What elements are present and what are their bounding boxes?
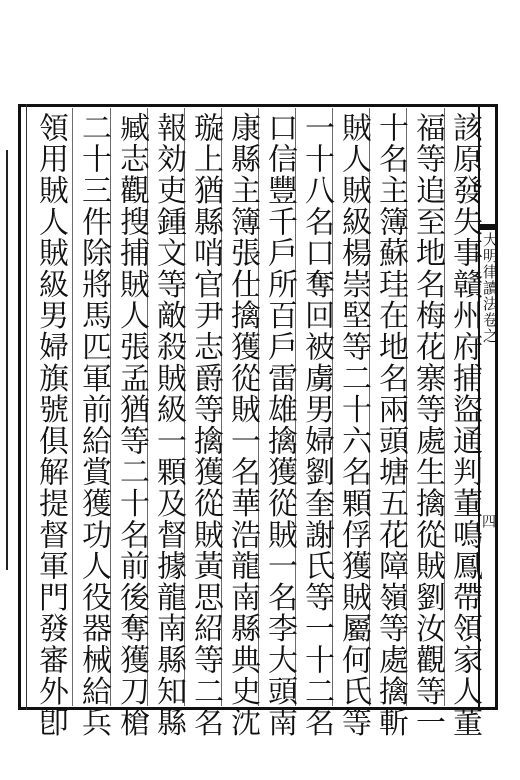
margin-page-number: 四 bbox=[480, 514, 496, 528]
text-column-7: 康縣主簿張仕擒獲從賊一名華浩龍南縣典史沈 bbox=[225, 112, 260, 738]
text-column-1: 該原發失事贛州府捕盜通判董鳴鳳帶領家人董 bbox=[447, 112, 482, 738]
text-column-8: 璇上猶縣哨官尹志爵等擒獲從賊黃思紹等二名 bbox=[188, 112, 223, 738]
text-column-2: 福等追至地名梅花寨等處生擒從賊劉汝觀等一 bbox=[410, 112, 445, 738]
margin-title: 大明律讀法卷之 bbox=[481, 232, 499, 344]
text-column-3: 十名主簿蘇珪在地名兩頭塘五花障嶺等處擒斬 bbox=[373, 112, 408, 738]
text-column-9: 報効吏鍾文等敵殺賊級一顆及督據龍南縣知縣 bbox=[151, 112, 186, 738]
text-column-4: 賊人賊級楊崇堅等二十六名顆俘獲賊屬何氏等 bbox=[336, 112, 371, 738]
text-column-12: 領用賊人賊級男婦旗號俱解提督軍門發審外卽 bbox=[33, 112, 68, 738]
text-column-5: 一十八名口奪回被虜男婦劉奎謝氏等一十二名 bbox=[299, 112, 334, 738]
text-column-6: 口信豐千戶所百戶雷雄擒獲從賊一名李大頭南 bbox=[262, 112, 297, 738]
text-column-10: 臧志觀搜捕賊人張孟猶等二十名前後奪獲刀槍 bbox=[114, 112, 149, 738]
page-edge bbox=[6, 150, 8, 570]
text-column-11: 二十三件除將馬匹軍前給賞獲功人役器械給兵 bbox=[76, 112, 111, 738]
